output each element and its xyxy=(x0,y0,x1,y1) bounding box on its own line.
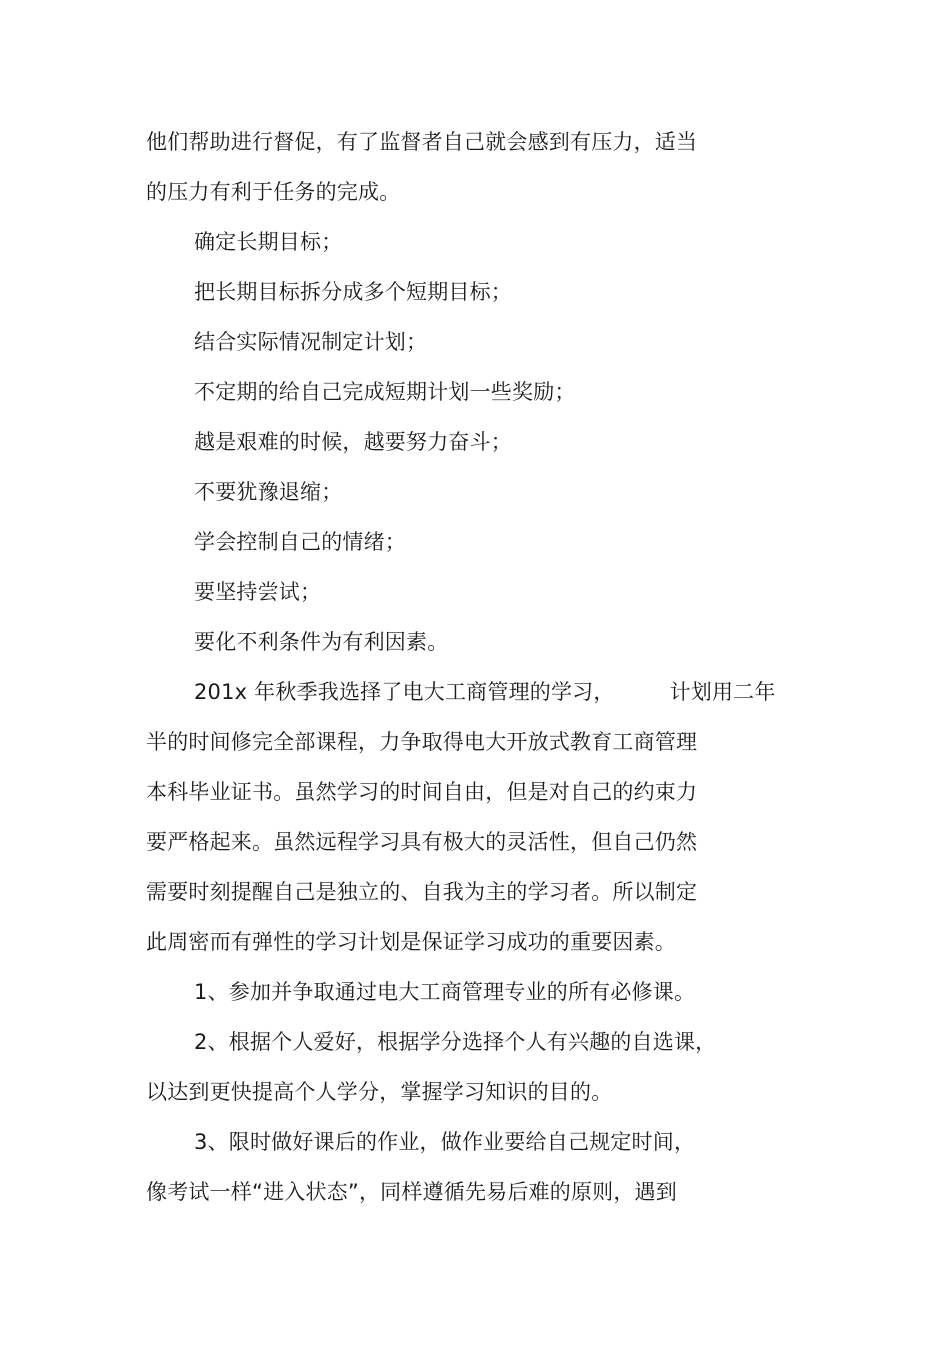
list-item: 结合实际情况制定计划； xyxy=(194,330,428,354)
text-line: 本科毕业证书。虽然学习的时间自由，但是对自己的约束力 xyxy=(146,780,698,804)
numbered-item: 3、限时做好课后的作业，做作业要给自己规定时间， xyxy=(194,1130,696,1154)
text-line: 像考试一样“进入状态”，同样遵循先易后难的原则，遇到 xyxy=(146,1180,677,1204)
text-line: 此周密而有弹性的学习计划是保证学习成功的重要因素。 xyxy=(146,930,676,954)
list-item: 越是艰难的时候，越要努力奋斗； xyxy=(194,430,512,454)
text-line: 需要时刻提醒自己是独立的、自我为主的学习者。所以制定 xyxy=(146,880,698,904)
text-line: 半的时间修完全部课程，力争取得电大开放式教育工商管理 xyxy=(146,730,698,754)
text-line: 的压力有利于任务的完成。 xyxy=(146,180,401,204)
list-item: 要化不利条件为有利因素。 xyxy=(194,630,449,654)
text-line: 以达到更快提高个人学分，掌握学习知识的目的。 xyxy=(146,1080,613,1104)
numbered-item: 1、参加并争取通过电大工商管理专业的所有必修课。 xyxy=(194,980,696,1004)
text-line: 他们帮助进行督促，有了监督者自己就会感到有压力，适当 xyxy=(146,130,698,154)
numbered-item: 2、根据个人爱好，根据学分选择个人有兴趣的自选课， xyxy=(194,1030,717,1054)
list-item: 学会控制自己的情绪； xyxy=(194,530,406,554)
text-line: 要严格起来。虽然远程学习具有极大的灵活性，但自己仍然 xyxy=(146,830,698,854)
list-item: 要坚持尝试； xyxy=(194,580,322,604)
list-item: 确定长期目标； xyxy=(194,230,343,254)
list-item: 不定期的给自己完成短期计划一些奖励； xyxy=(194,380,576,404)
list-item: 不要犹豫退缩； xyxy=(194,480,343,504)
list-item: 把长期目标拆分成多个短期目标； xyxy=(194,280,512,304)
paragraph-first-line: 201x 年秋季我选择了电大工商管理的学习， 计划用二年 xyxy=(194,680,776,704)
